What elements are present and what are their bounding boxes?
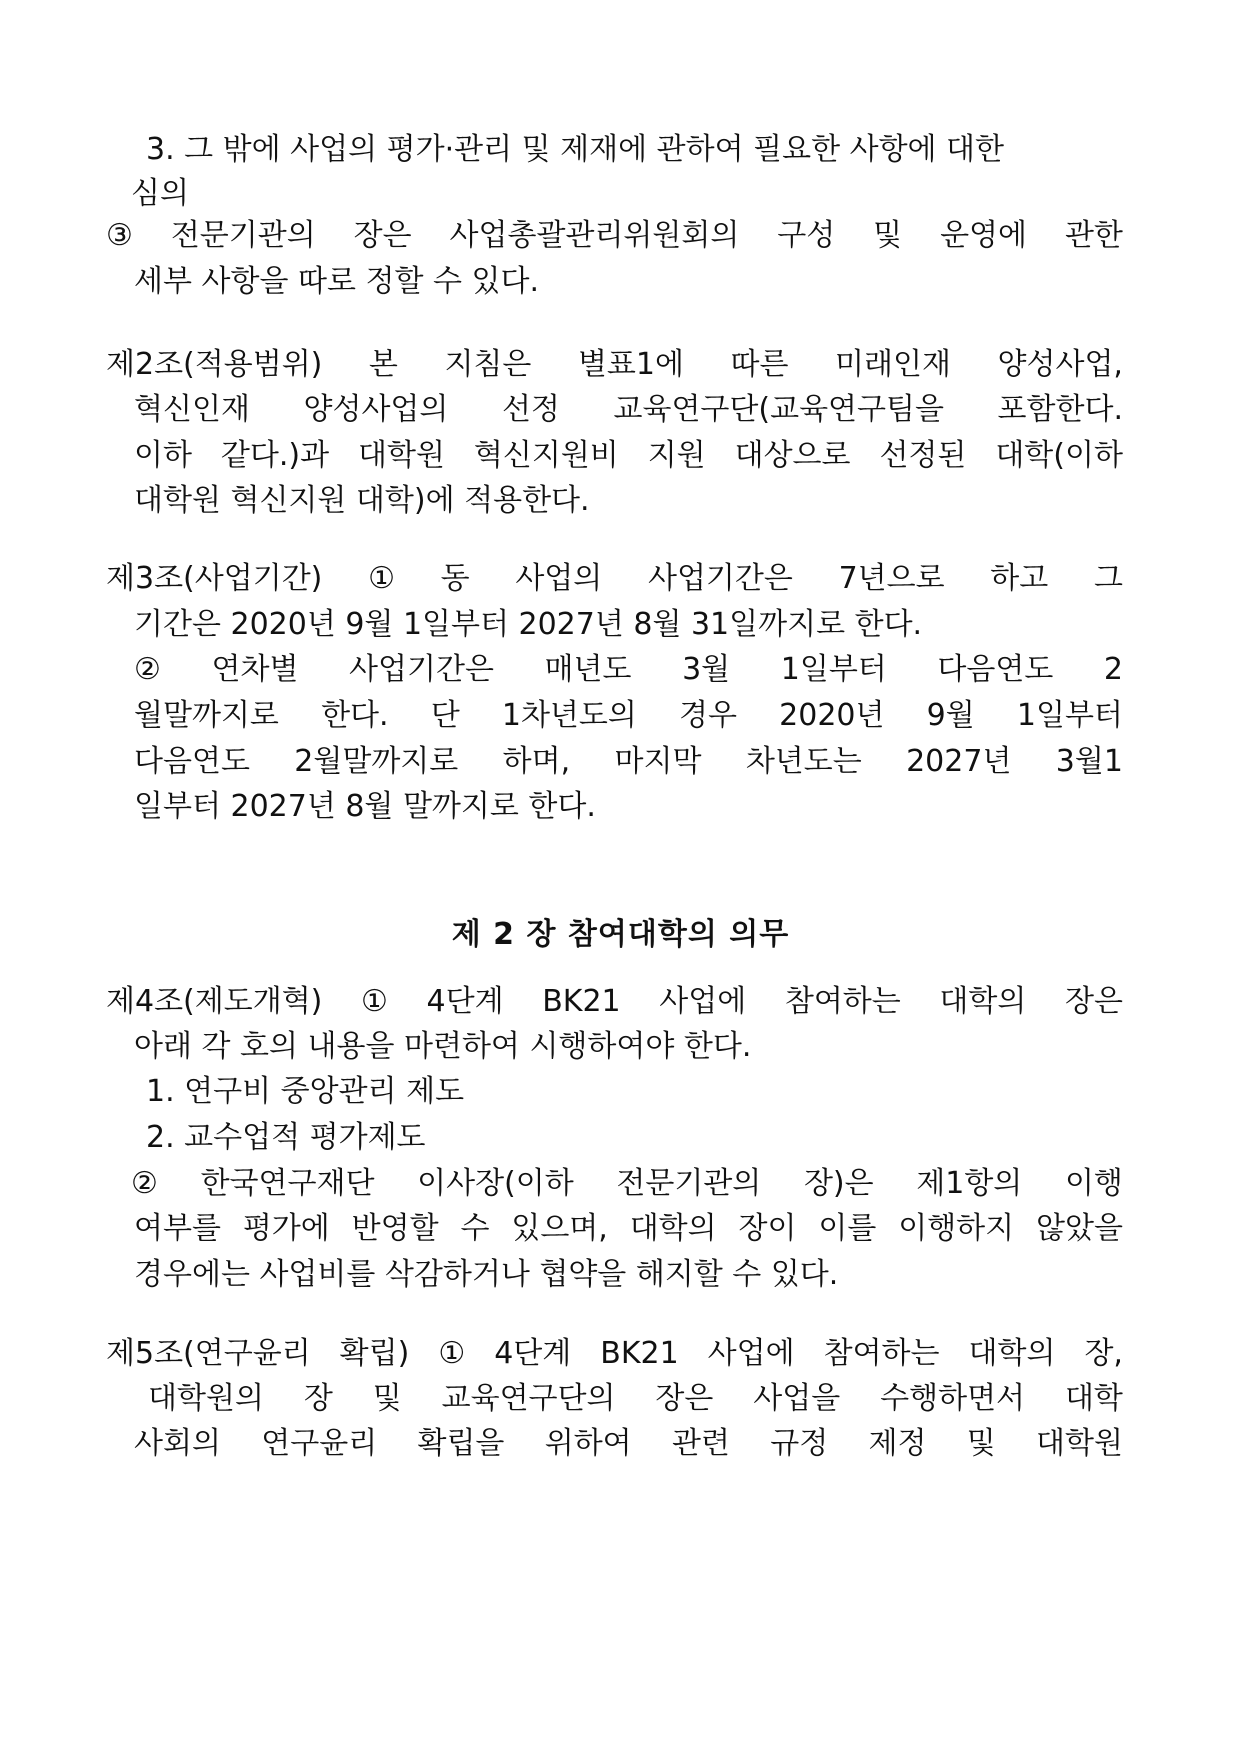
text-line [0, 696, 1241, 736]
word: 및 [873, 218, 903, 253]
word: 확립) [339, 1336, 410, 1371]
word: 3월1 [1055, 744, 1123, 779]
word: 별표1에 [577, 347, 684, 382]
word: 다음연도 [134, 744, 250, 779]
word: 혁신지원비 [473, 438, 619, 473]
word: 교육연구단(교육연구팀을 [613, 392, 944, 427]
word: 대학 [1064, 1381, 1123, 1416]
word: 2020년 [779, 698, 885, 733]
text-line: 일부터 2027년 8월 말까지로 한다. [134, 789, 596, 824]
word: 사업기간은 [349, 652, 494, 687]
word: 제정 [868, 1426, 927, 1461]
word: 반영할 [351, 1211, 439, 1246]
list-item: 1. 연구비 중앙관리 제도 [146, 1074, 465, 1109]
word: 차년도는 [745, 744, 862, 779]
word: 사업기간은 [647, 561, 793, 596]
word: 장은 [655, 1381, 714, 1416]
text-line [0, 390, 1241, 430]
word: 장은 [1064, 984, 1123, 1019]
word: ① [368, 561, 395, 596]
article-5-line [0, 1334, 1241, 1374]
word: 전문기관의 [616, 1166, 762, 1201]
text-line: 심의 [131, 176, 189, 211]
word: 3월 [682, 652, 731, 687]
word: 4단계 [426, 984, 504, 1019]
word: 그 [1093, 561, 1123, 596]
text-line [0, 436, 1241, 476]
word: 운영에 [940, 218, 1028, 253]
word: 대학의 [968, 1336, 1056, 1371]
word: 대학의 [629, 1211, 717, 1246]
word: 제4조(제도개혁) [106, 984, 323, 1019]
word: 참여하는 [823, 1336, 940, 1371]
word: 매년도 [544, 652, 632, 687]
word: 경우 [679, 698, 737, 733]
word: 양성사업, [997, 347, 1123, 382]
word: 사업에 [707, 1336, 795, 1371]
word: 장)은 [803, 1166, 874, 1201]
word: 대학원 [358, 438, 445, 473]
word: 제2조(적용범위) [106, 347, 323, 382]
word: 9월 [926, 698, 975, 733]
word: 연구윤리 [261, 1426, 378, 1461]
text-line: 아래 각 호의 내용을 마련하여 시행하여야 한다. [134, 1029, 752, 1064]
word: 하며, [502, 744, 571, 779]
word: 있으며, [511, 1211, 608, 1246]
word: 양성사업의 [303, 392, 449, 427]
word: 혁신인재 [134, 392, 250, 427]
word: 하고 [990, 561, 1049, 596]
word: 미래인재 [835, 347, 951, 382]
word: 장, [1084, 1336, 1123, 1371]
word: 2027년 [906, 744, 1012, 779]
word: 월말까지로 [134, 698, 279, 733]
word: 본 [368, 347, 398, 382]
word: 이행하지 [898, 1211, 1015, 1246]
word: 사업총괄관리위원회의 [449, 218, 740, 253]
text-line: 대학원 혁신지원 대학)에 적용한다. [134, 483, 590, 518]
text-line: 경우에는 사업비를 삭감하거나 협약을 해지할 수 있다. [134, 1257, 839, 1292]
word: 전문기관의 [170, 218, 316, 253]
word: 관한 [1064, 218, 1123, 253]
text-line: 3. 그 밖에 사업의 평가·관리 및 제재에 관하여 필요한 사항에 대한 [146, 132, 1005, 167]
word: 선정된 [879, 438, 967, 473]
word: 및 [966, 1426, 996, 1461]
word: 지원 [647, 438, 706, 473]
article-4-line [0, 982, 1241, 1022]
word: 지침은 [444, 347, 532, 382]
word: 이하 [134, 438, 192, 473]
word: 대학원 [1036, 1426, 1123, 1461]
word: 장 [303, 1381, 333, 1416]
text-line [0, 1164, 1241, 1204]
chapter-heading: 제 2 장 참여대학의 의무 [451, 917, 790, 952]
word: 이를 [818, 1211, 877, 1246]
text-line: 세부 사항을 따로 정할 수 있다. [134, 264, 539, 299]
word: 제5조(연구윤리 [106, 1336, 311, 1371]
word: 선정 [501, 392, 560, 427]
word: 제1항의 [916, 1166, 1023, 1201]
word: 이사장(이하 [417, 1166, 574, 1201]
word: 7년으로 [838, 561, 945, 596]
word: ① [438, 1336, 466, 1371]
word: 관련 [671, 1426, 730, 1461]
word: 사회의 [134, 1426, 221, 1461]
text-line [0, 216, 1241, 256]
word: 4단계 [494, 1336, 572, 1371]
word: BK21 [600, 1336, 679, 1371]
word: 장이 [738, 1211, 797, 1246]
word: 참여하는 [784, 984, 901, 1019]
word: 1차년도의 [501, 698, 637, 733]
text-line [0, 1209, 1241, 1249]
word: 1일부터 [1016, 698, 1123, 733]
word: 대학원의 [148, 1381, 264, 1416]
text-line: 기간은 2020년 9월 1일부터 2027년 8월 31일까지로 한다. [134, 607, 923, 642]
word: 않았을 [1036, 1211, 1123, 1246]
text-line [0, 1424, 1241, 1464]
text-line [0, 1379, 1241, 1419]
word: 한다. [321, 698, 389, 733]
word: 장은 [353, 218, 412, 253]
article-3-line [0, 559, 1241, 599]
word: 이행 [1064, 1166, 1123, 1201]
word: 포함한다. [997, 392, 1123, 427]
word: ② [131, 1166, 158, 1201]
word: 2월말까지로 [294, 744, 459, 779]
word: 규정 [770, 1426, 829, 1461]
word: 따른 [730, 347, 789, 382]
word: 대상으로 [734, 438, 851, 473]
list-item: 2. 교수업적 평가제도 [146, 1120, 426, 1155]
word: 수행하면서 [880, 1381, 1026, 1416]
word: 1일부터 [780, 652, 887, 687]
word: 같다.)과 [220, 438, 330, 473]
word: 위하여 [544, 1426, 632, 1461]
word: 동 [440, 561, 470, 596]
word: 여부를 [134, 1211, 221, 1246]
word: 단 [430, 698, 460, 733]
word: 교육연구단의 [441, 1381, 616, 1416]
word: 2 [1103, 652, 1123, 687]
word: 사업을 [753, 1381, 841, 1416]
word: 확립을 [417, 1426, 505, 1461]
word: 대학의 [939, 984, 1027, 1019]
word: 연차별 [211, 652, 299, 687]
word: 마지막 [614, 744, 702, 779]
article-2-line [0, 345, 1241, 385]
word: 구성 [777, 218, 836, 253]
text-line [0, 650, 1241, 690]
word: 한국연구재단 [200, 1166, 375, 1201]
word: BK21 [542, 984, 621, 1019]
text-line [0, 742, 1241, 782]
word: 평가에 [242, 1211, 330, 1246]
word: 사업의 [515, 561, 603, 596]
word: ② [134, 652, 161, 687]
word: 대학(이하 [995, 438, 1123, 473]
word: 수 [460, 1211, 490, 1246]
word: ① [361, 984, 388, 1019]
word: ③ [106, 218, 133, 253]
word: 제3조(사업기간) [106, 561, 323, 596]
word: 및 [372, 1381, 402, 1416]
word: 사업에 [659, 984, 747, 1019]
word: 다음연도 [937, 652, 1054, 687]
